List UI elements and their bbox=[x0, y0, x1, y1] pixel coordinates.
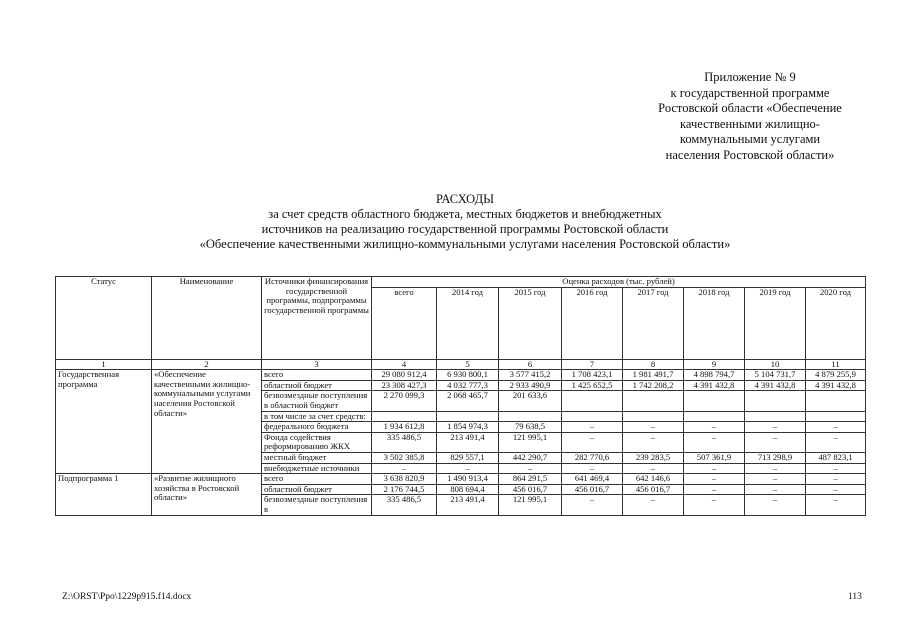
document-subtitle-line: «Обеспечение качественными жилищно-коммунальными услугами населения Ростовской области» bbox=[199, 237, 731, 251]
row-value: 864 291,5 bbox=[499, 474, 562, 485]
document-subtitle-line: источников на реализацию государственной программы Ростовской области bbox=[261, 222, 669, 236]
document-title: РАСХОДЫ bbox=[436, 192, 494, 206]
row-value: – bbox=[806, 474, 866, 485]
row-value: 6 930 800,1 bbox=[437, 370, 499, 381]
row-value: 1 708 423,1 bbox=[562, 370, 623, 381]
header-year: 2014 год bbox=[437, 287, 499, 359]
row-value: 29 080 912,4 bbox=[372, 370, 437, 381]
row-value: – bbox=[806, 484, 866, 495]
row-name: «Развитие жилищного хозяйства в Ростовской области» bbox=[152, 474, 262, 515]
row-value: 3 638 820,9 bbox=[372, 474, 437, 485]
row-value: 4 032 777,3 bbox=[437, 380, 499, 391]
header-year: 2018 год bbox=[684, 287, 745, 359]
row-value: – bbox=[745, 463, 806, 474]
appendix-block bbox=[630, 70, 870, 163]
row-value: – bbox=[684, 495, 745, 515]
row-source: областной бюджет bbox=[262, 484, 372, 495]
row-value: – bbox=[745, 484, 806, 495]
row-source: в том числе за счет средств: bbox=[262, 411, 372, 422]
row-value: – bbox=[684, 484, 745, 495]
row-value bbox=[623, 411, 684, 422]
header-year: 2019 год bbox=[745, 287, 806, 359]
row-value: – bbox=[806, 422, 866, 433]
row-value: 507 361,9 bbox=[684, 452, 745, 463]
row-value: 1 742 208,2 bbox=[623, 380, 684, 391]
row-value: 201 633,6 bbox=[499, 391, 562, 411]
row-name: «Обеспечение качественными жилищно-коммунальными услугами населения Ростовской области» bbox=[152, 370, 262, 474]
footer-page-number: 113 bbox=[848, 592, 862, 602]
row-value: – bbox=[806, 463, 866, 474]
row-value: 1 981 491,7 bbox=[623, 370, 684, 381]
header-year: 2015 год bbox=[499, 287, 562, 359]
header-total: всего bbox=[372, 287, 437, 359]
column-number: 6 bbox=[499, 359, 562, 370]
row-value: 213 491,4 bbox=[437, 432, 499, 452]
appendix-line: качественными жилищно- bbox=[680, 116, 820, 131]
appendix-line: населения Ростовской области» bbox=[665, 147, 835, 162]
column-number-row bbox=[56, 359, 866, 370]
row-value: – bbox=[745, 495, 806, 515]
row-value bbox=[745, 391, 806, 411]
row-source: внебюджетные источники bbox=[262, 463, 372, 474]
column-number: 7 bbox=[562, 359, 623, 370]
row-value bbox=[372, 411, 437, 422]
row-value: 1 854 974,3 bbox=[437, 422, 499, 433]
row-source: всего bbox=[262, 370, 372, 381]
header-year: 2020 год bbox=[806, 287, 866, 359]
row-value: 4 391 432,8 bbox=[745, 380, 806, 391]
row-value: 2 068 465,7 bbox=[437, 391, 499, 411]
row-value: 1 934 612,8 bbox=[372, 422, 437, 433]
column-number: 11 bbox=[806, 359, 866, 370]
column-number: 5 bbox=[437, 359, 499, 370]
row-source: местный бюджет bbox=[262, 452, 372, 463]
row-value: – bbox=[745, 422, 806, 433]
row-value: 642 146,6 bbox=[623, 474, 684, 485]
row-value: – bbox=[684, 432, 745, 452]
row-value: 2 176 744,5 bbox=[372, 484, 437, 495]
row-value bbox=[562, 391, 623, 411]
header-name: Наименование bbox=[152, 277, 262, 360]
row-value: 829 557,1 bbox=[437, 452, 499, 463]
row-value: 3 577 415,2 bbox=[499, 370, 562, 381]
row-value: – bbox=[684, 474, 745, 485]
row-value: – bbox=[562, 422, 623, 433]
appendix-line: Приложение № 9 bbox=[704, 70, 796, 84]
row-value: 456 016,7 bbox=[623, 484, 684, 495]
header-year: 2016 год bbox=[562, 287, 623, 359]
row-value bbox=[437, 411, 499, 422]
row-value: – bbox=[806, 495, 866, 515]
row-value: – bbox=[562, 495, 623, 515]
row-value: – bbox=[623, 495, 684, 515]
row-value: 4 391 432,8 bbox=[684, 380, 745, 391]
row-value: – bbox=[437, 463, 499, 474]
row-value: 2 933 490,9 bbox=[499, 380, 562, 391]
row-source: безвозмездные поступления в bbox=[262, 495, 372, 515]
row-value: 239 283,5 bbox=[623, 452, 684, 463]
row-value bbox=[684, 391, 745, 411]
row-value: – bbox=[623, 463, 684, 474]
header-status: Статус bbox=[56, 277, 152, 360]
row-value bbox=[806, 411, 866, 422]
column-number: 9 bbox=[684, 359, 745, 370]
appendix-line: к государственной программе bbox=[670, 85, 830, 100]
table-header-row bbox=[56, 277, 866, 288]
row-value: 335 486,5 bbox=[372, 495, 437, 515]
row-value: 5 104 731,7 bbox=[745, 370, 806, 381]
header-year: 2017 год bbox=[623, 287, 684, 359]
row-value: 487 823,1 bbox=[806, 452, 866, 463]
row-value: – bbox=[623, 422, 684, 433]
row-value: 4 391 432,8 bbox=[806, 380, 866, 391]
table-row bbox=[56, 370, 866, 381]
row-status: Подпрограмма 1 bbox=[56, 474, 152, 515]
row-source: безвозмездные поступления в областной бюджет bbox=[262, 391, 372, 411]
row-source: областной бюджет bbox=[262, 380, 372, 391]
row-value: 3 502 385,8 bbox=[372, 452, 437, 463]
row-value: 79 638,5 bbox=[499, 422, 562, 433]
row-value: – bbox=[684, 422, 745, 433]
row-value: 808 694,4 bbox=[437, 484, 499, 495]
row-source: федерального бюджета bbox=[262, 422, 372, 433]
row-value bbox=[806, 391, 866, 411]
row-value bbox=[623, 391, 684, 411]
row-value: 335 486,5 bbox=[372, 432, 437, 452]
row-value: 641 469,4 bbox=[562, 474, 623, 485]
header-source: Источники финансирования государственной программы, подпрограммы государственной программы bbox=[262, 277, 372, 360]
row-value: 1 490 913,4 bbox=[437, 474, 499, 485]
row-value: 2 270 099,3 bbox=[372, 391, 437, 411]
expenses-table bbox=[55, 276, 866, 516]
row-value bbox=[562, 411, 623, 422]
row-value: – bbox=[623, 432, 684, 452]
row-value: 23 308 427,3 bbox=[372, 380, 437, 391]
footer-file-path: Z:\ORST\Ppo\1229p915.f14.docx bbox=[62, 592, 192, 602]
row-value: 1 425 652,5 bbox=[562, 380, 623, 391]
row-value bbox=[499, 411, 562, 422]
row-value: – bbox=[684, 463, 745, 474]
column-number: 4 bbox=[372, 359, 437, 370]
row-value: 713 298,9 bbox=[745, 452, 806, 463]
row-value: 282 770,6 bbox=[562, 452, 623, 463]
row-value: 456 016,7 bbox=[499, 484, 562, 495]
header-estimate: Оценка расходов (тыс. рублей) bbox=[372, 277, 866, 288]
column-number: 1 bbox=[56, 359, 152, 370]
row-value: 456 016,7 bbox=[562, 484, 623, 495]
row-value: – bbox=[745, 474, 806, 485]
row-source: всего bbox=[262, 474, 372, 485]
row-value: 213 491,4 bbox=[437, 495, 499, 515]
row-value: – bbox=[562, 463, 623, 474]
row-value: 121 995,1 bbox=[499, 432, 562, 452]
row-value: 4 898 794,7 bbox=[684, 370, 745, 381]
row-status: Государственная программа bbox=[56, 370, 152, 474]
row-value: – bbox=[499, 463, 562, 474]
row-value bbox=[745, 411, 806, 422]
row-value bbox=[684, 411, 745, 422]
row-value: – bbox=[372, 463, 437, 474]
column-number: 3 bbox=[262, 359, 372, 370]
row-value: – bbox=[806, 432, 866, 452]
row-value: – bbox=[562, 432, 623, 452]
column-number: 8 bbox=[623, 359, 684, 370]
row-value: 121 995,1 bbox=[499, 495, 562, 515]
column-number: 2 bbox=[152, 359, 262, 370]
row-value: 442 290,7 bbox=[499, 452, 562, 463]
document-subtitle-line: за счет средств областного бюджета, местных бюджетов и внебюджетных bbox=[268, 207, 662, 221]
appendix-line: Ростовской области «Обеспечение bbox=[658, 101, 842, 115]
row-value: 4 879 255,9 bbox=[806, 370, 866, 381]
row-source: Фонда содействия реформированию ЖКХ bbox=[262, 432, 372, 452]
row-value: – bbox=[745, 432, 806, 452]
table-row bbox=[56, 474, 866, 485]
column-number: 10 bbox=[745, 359, 806, 370]
document-heading bbox=[100, 192, 830, 252]
appendix-line: коммунальными услугами bbox=[679, 132, 821, 146]
